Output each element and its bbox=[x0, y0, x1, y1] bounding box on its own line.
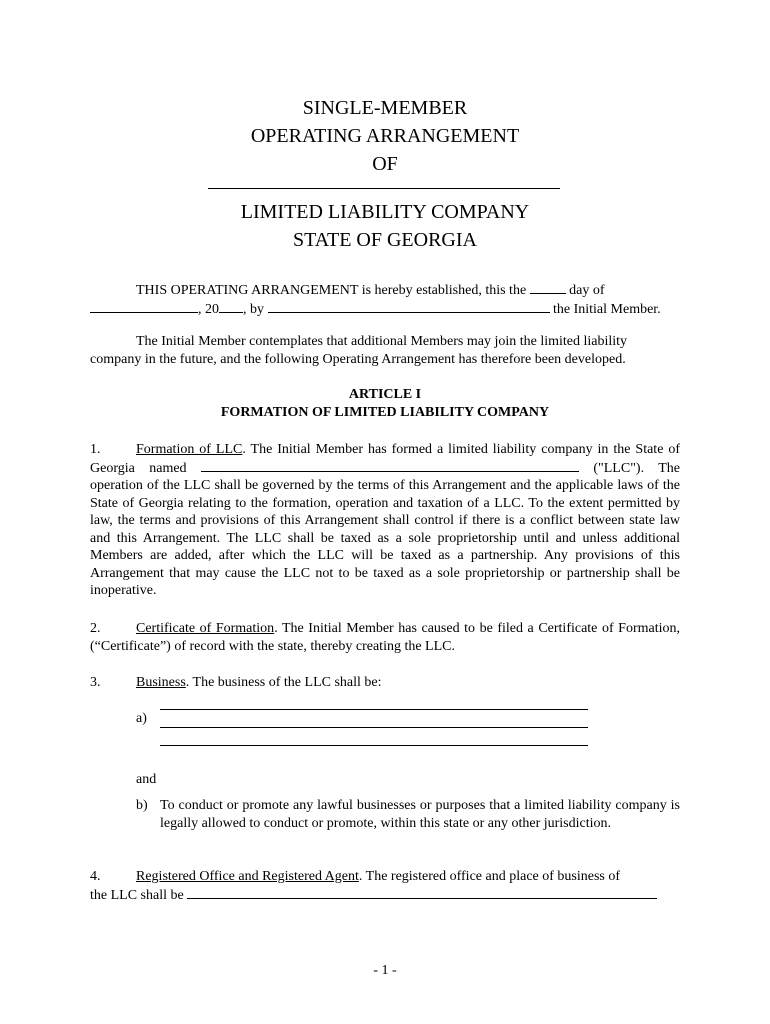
and-label: and bbox=[136, 772, 157, 787]
document-title bbox=[0, 94, 770, 178]
intro-paragraph-1: THIS OPERATING ARRANGEMENT is hereby established, this the day of , 20 , by the Initial Member. bbox=[90, 281, 680, 318]
article-number: ARTICLE I bbox=[348, 387, 422, 402]
section-1-title: Formation of LLC bbox=[136, 442, 243, 457]
year-blank[interactable] bbox=[219, 300, 243, 313]
business-line-3[interactable] bbox=[160, 745, 588, 746]
document-subtitle bbox=[0, 198, 770, 254]
item-b-label: b) bbox=[136, 798, 148, 813]
article-heading bbox=[90, 386, 680, 421]
registered-office-blank[interactable] bbox=[187, 886, 657, 899]
member-name-blank[interactable] bbox=[268, 300, 550, 313]
month-blank[interactable] bbox=[90, 300, 198, 313]
title-line-1: SINGLE-MEMBER bbox=[302, 97, 468, 119]
day-blank[interactable] bbox=[530, 281, 566, 294]
title-line-3: OF bbox=[372, 153, 398, 175]
title-line-2: OPERATING ARRANGEMENT bbox=[250, 125, 520, 147]
title-line-5: STATE OF GEORGIA bbox=[293, 229, 477, 251]
section-4-title: Registered Office and Registered Agent bbox=[136, 869, 359, 884]
title-line-4: LIMITED LIABILITY COMPANY bbox=[240, 201, 530, 223]
business-line-1[interactable] bbox=[160, 709, 588, 710]
section-3-title: Business bbox=[136, 675, 186, 690]
section-3: 3. Business. The business of the LLC shall be: bbox=[90, 675, 382, 690]
article-title: FORMATION OF LIMITED LIABILITY COMPANY bbox=[220, 404, 550, 420]
page-number: - 1 - bbox=[373, 963, 397, 978]
intro-paragraph-2: The Initial Member contemplates that additional Members may join the limited liability company in the future, and the following Operating Arrangement has therefore been developed. bbox=[90, 334, 628, 367]
item-b-text: To conduct or promote any lawful businesses or purposes that a limited liability company is legally allowed to conduct or promote, within this state or any other jurisdiction. bbox=[160, 798, 680, 831]
business-line-2[interactable] bbox=[160, 727, 588, 728]
section-4: 4. Registered Office and Registered Agent. The registered office and place of business of the LLC shall be bbox=[90, 868, 680, 904]
section-2-title: Certificate of Formation bbox=[136, 621, 275, 636]
section-2: 2. Certificate of Formation. The Initial Member has caused to be filed a Certificate of Formation, (“Certificate”) of record with the state, thereby creating the LLC. bbox=[90, 621, 680, 654]
section-1: 1. Formation of LLC. The Initial Member has formed a limited liability company in the State of Georgia named ("LLC"). The operation of the LLC shall be governed by the terms of this Arrangement and the applicable laws of the State of Georgia relating to the formation, operation and taxation of a LLC. To the extent permitted by law, the terms and provisions of this Arrangement shall control if there is a conflict between state law and this Arrangement. The LLC shall be taxed as a sole proprietorship until and unless additional Members are added, after which the LLC will be taxed as a partnership. Any provisions of this Arrangement that may cause the LLC not to be taxed as a sole proprietorship or partnership shall be inoperative. bbox=[90, 442, 681, 598]
item-a-label: a) bbox=[136, 711, 147, 726]
company-name-blank[interactable] bbox=[208, 188, 560, 189]
llc-name-blank[interactable] bbox=[201, 459, 579, 472]
